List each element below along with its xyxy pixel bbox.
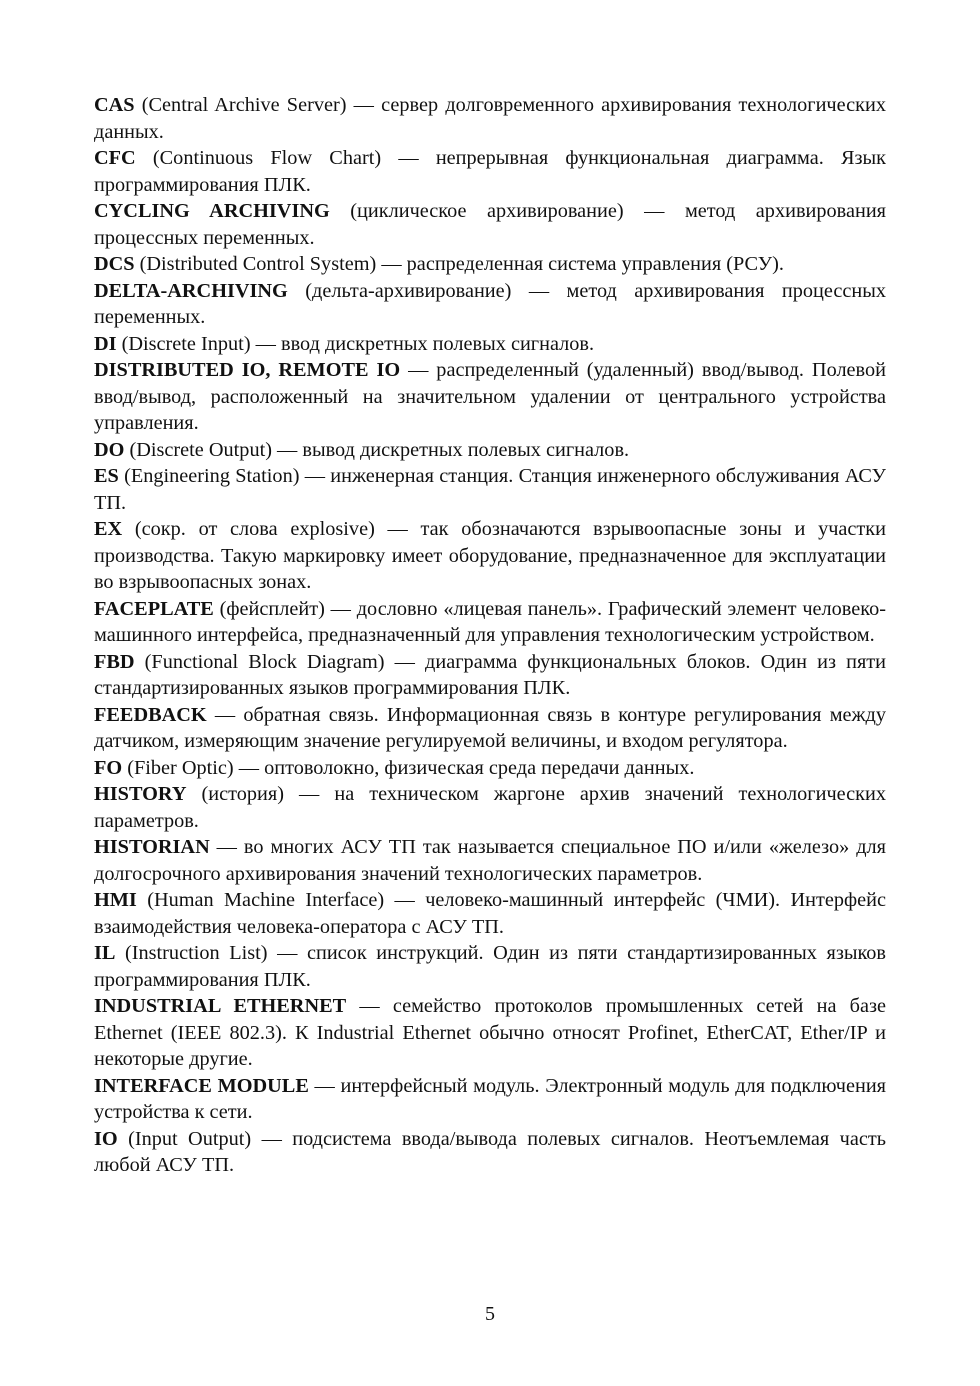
glossary-definition: (Input Output) — подсистема ввода/вывода полевых сигналов. Неотъемлемая часть любой АСУ ТП.: [94, 1127, 886, 1176]
glossary-term: CFC: [94, 147, 136, 169]
glossary-term: IO: [94, 1127, 118, 1150]
glossary-term: IL: [94, 942, 116, 964]
glossary-definition: (Discrete Output) — вывод дискретных полевых сигналов.: [124, 438, 630, 461]
glossary-term: DI: [94, 332, 117, 355]
glossary-entry: [94, 92, 886, 145]
glossary-definition: (фейсплейт) — дословно «лицевая панель». Графический элемент человеко-машинного интерфейса, предназначенный для управления технологическим устройством.: [94, 597, 886, 646]
glossary-definition: (Central Archive Server) — сервер долговременного архивирования технологических данных.: [94, 94, 886, 143]
glossary-term: DCS: [94, 253, 135, 275]
glossary-term: HMI: [94, 889, 137, 911]
glossary-term: HISTORIAN: [94, 836, 210, 858]
glossary-term: DELTA-ARCHIVING: [94, 279, 288, 302]
glossary-entry: [94, 331, 886, 358]
glossary-definition: — распределенный (удаленный) ввод/вывод. Полевой ввод/вывод, расположенный на значительном удалении от центрального устройства управления.: [94, 359, 886, 434]
glossary-definition: (Fiber Optic) — оптоволокно, физическая среда передачи данных.: [122, 756, 695, 779]
glossary-entry: [94, 940, 886, 993]
glossary-definition: (Human Machine Interface) — человеко-машинный интерфейс (ЧМИ). Интерфейс взаимодействия человека-оператора с АСУ ТП.: [94, 889, 886, 938]
glossary-definition: (история) — на техническом жаргоне архив значений технологических параметров.: [94, 783, 886, 832]
glossary-definition: — семейство протоколов промышленных сетей на базе Ethernet (IEEE 802.3). К Industrial Ethernet обычно относят Profinet, EtherCAT, Ether/IP и некоторые другие.: [94, 995, 886, 1070]
glossary-entry: [94, 463, 886, 516]
glossary-entry: [94, 887, 886, 940]
glossary-term: FEEDBACK: [94, 703, 207, 726]
glossary-entry: [94, 649, 886, 702]
glossary-entry: [94, 834, 886, 887]
glossary-term: CYCLING ARCHIVING: [94, 200, 330, 222]
glossary-definition: (Discrete Input) — ввод дискретных полевых сигналов.: [116, 332, 595, 355]
glossary-definition: (дельта-архивирование) — метод архивирования процессных переменных.: [94, 279, 886, 328]
glossary-entry: [94, 278, 886, 331]
glossary-definition: (сокр. от слова explosive) — так обозначаются взрывоопасные зоны и участки производства. Такую маркировку имеет оборудование, предназначенное для эксплуатации во взрывоопасных зонах.: [94, 518, 886, 593]
glossary-entry: [94, 1073, 886, 1126]
glossary-definition: — во многих АСУ ТП так называется специальное ПО и/или «железо» для долгосрочного архивирования значений технологических параметров.: [94, 836, 886, 885]
glossary-entry: [94, 251, 886, 278]
glossary-entry: [94, 516, 886, 596]
glossary-term: DO: [94, 438, 125, 461]
glossary-definition: — обратная связь. Информационная связь в контуре регулирования между датчиком, измеряющим значение регулируемой величины, и входом регулятора.: [94, 703, 886, 752]
glossary-body: [94, 92, 886, 1179]
glossary-definition: (Engineering Station) — инженерная станция. Станция инженерного обслуживания АСУ ТП.: [94, 465, 886, 514]
glossary-term: FBD: [94, 650, 135, 673]
glossary-definition: (Functional Block Diagram) — диаграмма функциональных блоков. Один из пяти стандартизированных языков программирования ПЛК.: [94, 650, 886, 699]
glossary-entry: [94, 781, 886, 834]
glossary-entry: [94, 1126, 886, 1179]
glossary-definition: (Distributed Control System) — распределенная система управления (РСУ).: [134, 253, 784, 275]
glossary-term: FACEPLATE: [94, 597, 214, 620]
glossary-entry: [94, 357, 886, 437]
glossary-term: EX: [94, 518, 123, 540]
glossary-term: INTERFACE MODULE: [94, 1074, 309, 1097]
glossary-definition: (Continuous Flow Chart) — непрерывная функциональная диаграмма. Язык программирования ПЛК.: [94, 147, 886, 196]
page-number: 5: [485, 1303, 495, 1325]
glossary-entry: [94, 596, 886, 649]
glossary-entry: [94, 437, 886, 464]
glossary-entry: [94, 198, 886, 251]
glossary-definition: — интерфейсный модуль. Электронный модуль для подключения устройства к сети.: [94, 1074, 887, 1123]
glossary-term: ES: [94, 465, 119, 487]
glossary-definition: (Instruction List) — список инструкций. Один из пяти стандартизированных языков программирования ПЛК.: [94, 942, 886, 991]
glossary-entry: [94, 993, 886, 1073]
glossary-term: DISTRIBUTED IO, REMOTE IO: [94, 359, 401, 381]
glossary-term: CAS: [94, 94, 135, 116]
glossary-entry: [94, 755, 886, 782]
glossary-definition: (циклическое архивирование) — метод архивирования процессных переменных.: [94, 200, 886, 249]
glossary-entry: [94, 145, 886, 198]
glossary-term: INDUSTRIAL ETHERNET: [94, 995, 347, 1017]
glossary-term: FO: [94, 756, 123, 779]
glossary-term: HISTORY: [94, 783, 187, 805]
glossary-entry: [94, 702, 886, 755]
